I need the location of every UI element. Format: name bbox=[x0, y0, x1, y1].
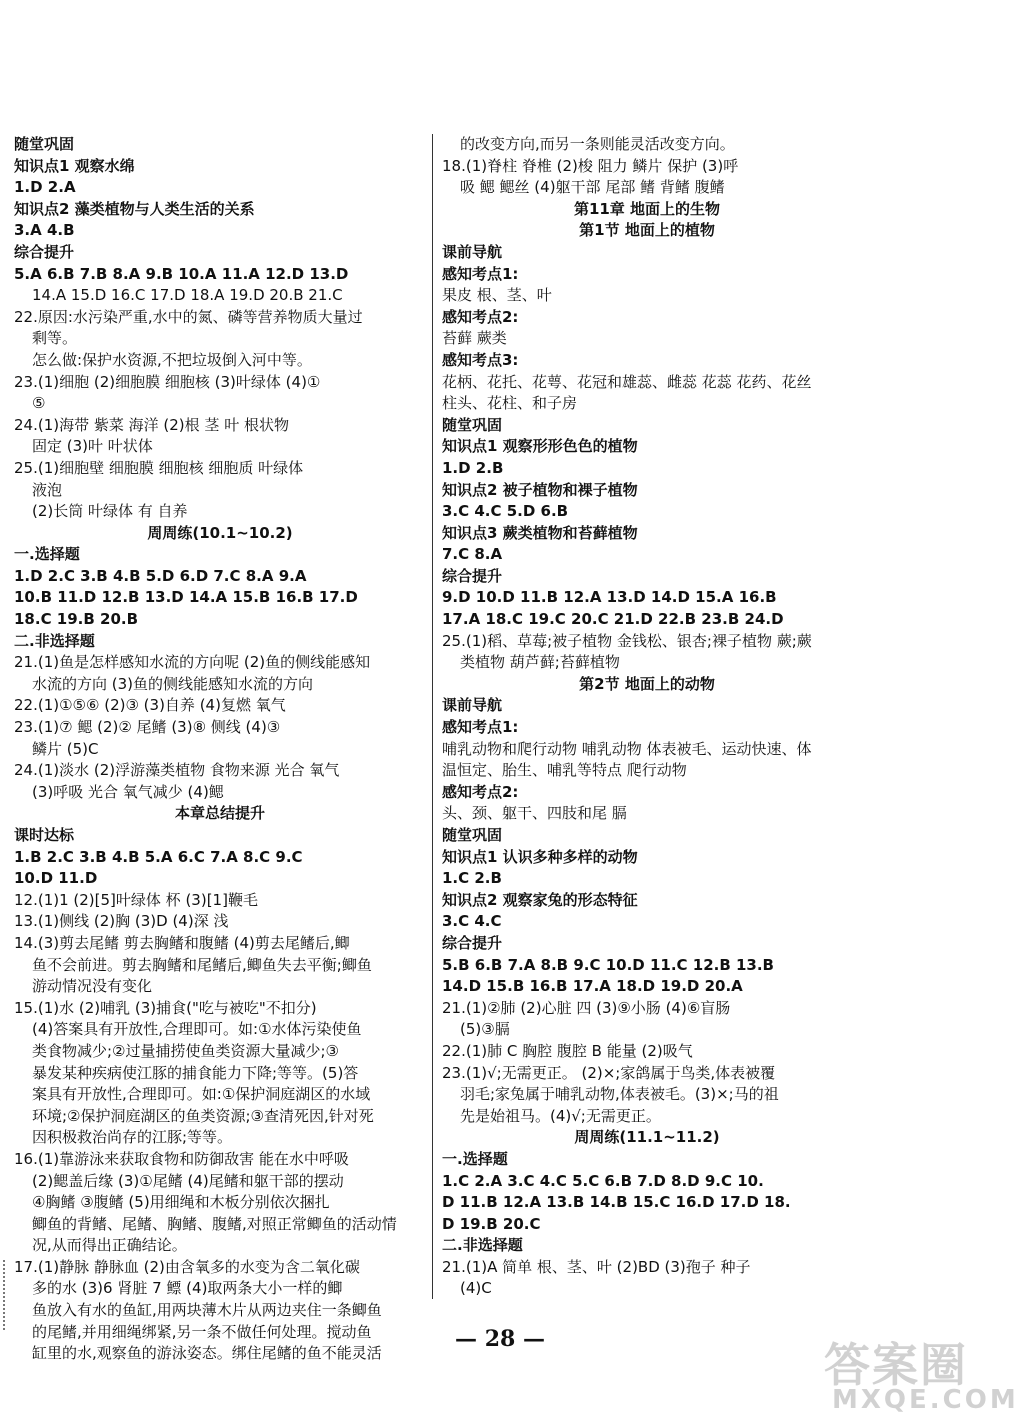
answer-line: 一.选择题 bbox=[442, 1149, 508, 1168]
answer-line: 先是始祖马。(4)√;无需更正。 bbox=[460, 1106, 661, 1125]
answer-line: 10.B 11.D 12.B 13.D 14.A 15.B 16.B 17.D bbox=[14, 588, 358, 607]
answer-line: 的改变方向,而另一条则能灵活改变方向。 bbox=[460, 135, 735, 153]
answer-line: 周周练(11.1~11.2) bbox=[574, 1128, 720, 1147]
answer-line: 3.A 4.B bbox=[14, 221, 75, 240]
watermark-logo bbox=[824, 1329, 1019, 1419]
answer-line: 23.(1)√;无需更正。 (2)×;家鸽属于鸟类,体表被覆 bbox=[442, 1063, 776, 1082]
answer-line: 固定 (3)叶 叶状体 bbox=[32, 437, 153, 456]
answer-line: 本章总结提升 bbox=[174, 804, 265, 823]
answer-line: 1.D 2.A bbox=[14, 178, 76, 197]
answer-line: 类植物 葫芦藓;苔藓植物 bbox=[460, 653, 620, 672]
answer-line: 25.(1)稻、草莓;被子植物 金钱松、银杏;裸子植物 蕨;蕨 bbox=[442, 631, 812, 650]
answer-line: 综合提升 bbox=[14, 242, 75, 261]
answer-line: 21.(1)鱼是怎样感知水流的方向呢 (2)鱼的侧线能感知 bbox=[14, 653, 371, 672]
answer-line: 第1节 地面上的植物 bbox=[579, 221, 715, 240]
answer-line: 知识点1 观察形形色色的植物 bbox=[442, 437, 638, 456]
answer-line: 花柄、花托、花萼、花冠和雄蕊、雌蕊 花蕊 花药、花丝 bbox=[442, 372, 812, 391]
answer-line: 缸里的水,观察鱼的游泳姿态。绑住尾鳍的鱼不能灵活 bbox=[32, 1344, 382, 1363]
answer-line: 1.C 2.A 3.C 4.C 5.C 6.B 7.D 8.D 9.C 10. bbox=[442, 1171, 764, 1190]
answer-line: 水流的方向 (3)鱼的侧线能感知水流的方向 bbox=[32, 674, 314, 693]
answer-line: 18.(1)脊柱 脊椎 (2)梭 阻力 鳞片 保护 (3)呼 bbox=[442, 156, 739, 175]
answer-line: D 19.B 20.C bbox=[442, 1214, 541, 1233]
watermark-bottom-text: MXQE.COM bbox=[832, 1385, 1019, 1415]
answer-line: 多的水 (3)6 肾脏 7 鳔 (4)取两条大小一样的鲫 bbox=[32, 1279, 343, 1298]
column-divider bbox=[432, 134, 433, 1299]
answer-line: 类食物减少;②过量捕捞使鱼类资源大量减少;③ bbox=[32, 1041, 340, 1060]
answer-line: 况,从而得出正确结论。 bbox=[32, 1236, 187, 1255]
answer-line: 鱼不会前进。剪去胸鳍和尾鳍后,鲫鱼失去平衡;鲫鱼 bbox=[32, 955, 372, 974]
answer-line: 1.D 2.B bbox=[442, 458, 504, 477]
answer-line: 知识点2 被子植物和裸子植物 bbox=[442, 480, 638, 499]
answer-line: 感知考点2: bbox=[442, 782, 519, 801]
answer-line: 9.D 10.D 11.B 12.A 13.D 14.D 15.A 16.B bbox=[442, 588, 777, 607]
answer-line: 周周练(10.1~10.2) bbox=[147, 523, 293, 542]
answer-line: 哺乳动物和爬行动物 哺乳动物 体表被毛、运动快速、体 bbox=[442, 739, 812, 758]
answer-line: 头、颈、躯干、四肢和尾 膈 bbox=[442, 804, 627, 823]
answer-line: 17.A 18.C 19.C 20.C 21.D 22.B 23.B 24.D bbox=[442, 610, 784, 629]
answer-line: 14.D 15.B 16.B 17.A 18.D 19.D 20.A bbox=[442, 977, 743, 996]
answer-line: 知识点2 观察家兔的形态特征 bbox=[442, 890, 638, 909]
watermark-top-text: 答案圈 bbox=[824, 1338, 968, 1392]
answer-line: 知识点1 观察水绵 bbox=[14, 156, 135, 175]
answer-line: 15.(1)水 (2)哺乳 (3)捕食("吃与被吃"不扣分) bbox=[14, 998, 317, 1017]
answer-line: 第11章 地面上的生物 bbox=[573, 199, 721, 218]
answer-line: 17.(1)静脉 静脉血 (2)由含氧多的水变为含二氧化碳 bbox=[14, 1257, 360, 1276]
answer-line: 5.B 6.B 7.A 8.B 9.C 10.D 11.C 12.B 13.B bbox=[442, 955, 774, 974]
answer-line: (2)长筒 叶绿体 有 自养 bbox=[32, 502, 188, 521]
answer-line: 10.D 11.D bbox=[14, 869, 98, 888]
answer-line: 剩等。 bbox=[32, 329, 78, 348]
answer-line: 综合提升 bbox=[442, 933, 503, 952]
answer-line: 果皮 根、茎、叶 bbox=[442, 286, 552, 305]
answer-line: 21.(1)A 简单 根、茎、叶 (2)BD (3)孢子 种子 bbox=[442, 1257, 751, 1276]
binding-cut-line bbox=[3, 1260, 5, 1330]
answer-line: 12.(1)1 (2)[5]叶绿体 杯 (3)[1]鞭毛 bbox=[14, 890, 258, 909]
answer-line: 案具有开放性,合理即可。如:①保护洞庭湖区的水域 bbox=[32, 1085, 371, 1104]
answer-line: 感知考点1: bbox=[442, 718, 519, 737]
answer-line: 鳞片 (5)C bbox=[32, 739, 99, 758]
answer-line: (5)③膈 bbox=[460, 1020, 510, 1039]
answer-line: 3.C 4.C 5.D 6.B bbox=[442, 502, 569, 521]
answer-line: 二.非选择题 bbox=[442, 1236, 523, 1255]
answer-line: ④胸鳍 ③腹鳍 (5)用细绳和木板分别依次捆扎 bbox=[32, 1193, 330, 1212]
answer-line: 22.(1)肺 C 胸腔 腹腔 B 能量 (2)吸气 bbox=[442, 1041, 693, 1060]
answer-line: 感知考点1: bbox=[442, 264, 519, 283]
answer-line: ⑤ bbox=[32, 394, 46, 413]
answer-line: 因积极救治尚存的江豚;等等。 bbox=[32, 1128, 233, 1147]
answer-line: 综合提升 bbox=[442, 566, 503, 585]
answer-line: 温恒定、胎生、哺乳等特点 爬行动物 bbox=[442, 761, 687, 780]
answer-line: 柱头、花柱、和子房 bbox=[442, 394, 578, 413]
answer-line: 14.A 15.D 16.C 17.D 18.A 19.D 20.B 21.C bbox=[32, 286, 343, 305]
answer-line: 16.(1)靠游泳来获取食物和防御敌害 能在水中呼吸 bbox=[14, 1149, 349, 1168]
right-column bbox=[442, 134, 852, 1300]
answer-line: 课前导航 bbox=[442, 242, 503, 261]
answer-line: 随堂巩固 bbox=[442, 826, 503, 844]
answer-line: 感知考点3: bbox=[442, 350, 519, 369]
answer-line: 24.(1)海带 紫菜 海洋 (2)根 茎 叶 根状物 bbox=[14, 415, 289, 434]
answer-line: 吸 鳃 鳃丝 (4)躯干部 尾部 鳍 背鳍 腹鳍 bbox=[460, 178, 725, 197]
answer-line: 随堂巩固 bbox=[14, 135, 75, 153]
answer-line: 14.(3)剪去尾鳍 剪去胸鳍和腹鳍 (4)剪去尾鳍后,鲫 bbox=[14, 933, 350, 952]
answer-line: 一.选择题 bbox=[14, 545, 80, 564]
answer-line: D 11.B 12.A 13.B 14.B 15.C 16.D 17.D 18. bbox=[442, 1193, 791, 1212]
answer-line: 二.非选择题 bbox=[14, 631, 95, 650]
answer-line: 22.(1)①⑤⑥ (2)③ (3)自养 (4)复燃 氧气 bbox=[14, 696, 286, 715]
answer-line: 苔藓 蕨类 bbox=[442, 329, 507, 348]
answer-line: 液泡 bbox=[32, 480, 63, 499]
answer-line: 第2节 地面上的动物 bbox=[579, 674, 715, 693]
answer-line: 1.B 2.C 3.B 4.B 5.A 6.C 7.A 8.C 9.C bbox=[14, 847, 303, 866]
answer-line: (4)答案具有开放性,合理即可。如:①水体污染使鱼 bbox=[32, 1020, 362, 1039]
answer-line: 鱼放入有水的鱼缸,用两块薄木片从两边夹住一条鲫鱼 bbox=[32, 1301, 382, 1320]
answer-line: 23.(1)⑦ 鳃 (2)② 尾鳍 (3)⑧ 侧线 (4)③ bbox=[14, 718, 281, 737]
answer-line: 21.(1)②肺 (2)心脏 四 (3)⑨小肠 (4)⑥盲肠 bbox=[442, 998, 731, 1017]
answer-line: (3)呼吸 光合 氧气减少 (4)鳃 bbox=[32, 782, 224, 801]
answer-line: 3.C 4.C bbox=[442, 912, 502, 931]
answer-line: 1.D 2.C 3.B 4.B 5.D 6.D 7.C 8.A 9.A bbox=[14, 566, 307, 585]
answer-line: 暴发某种疾病使江豚的捕食能力下降;等等。(5)答 bbox=[32, 1063, 359, 1082]
answer-line: 7.C 8.A bbox=[442, 545, 503, 564]
answer-line: 感知考点2: bbox=[442, 307, 519, 326]
answer-line: 随堂巩固 bbox=[442, 415, 503, 434]
answer-line: 鲫鱼的背鳍、尾鳍、胸鳍、腹鳍,对照正常鲫鱼的活动情 bbox=[32, 1214, 397, 1233]
answer-line: 24.(1)淡水 (2)浮游藻类植物 食物来源 光合 氧气 bbox=[14, 761, 340, 780]
answer-line: 25.(1)细胞壁 细胞膜 细胞核 细胞质 叶绿体 bbox=[14, 458, 304, 477]
answer-line: (2)鳃盖后缘 (3)①尾鳍 (4)尾鳍和躯干部的摆动 bbox=[32, 1171, 344, 1190]
answer-line: 13.(1)侧线 (2)胸 (3)D (4)深 浅 bbox=[14, 912, 229, 931]
answer-line: 的尾鳍,并用细绳绑紧,另一条不做任何处理。搅动鱼 bbox=[32, 1322, 372, 1341]
answer-line: 游动情况没有变化 bbox=[32, 977, 153, 996]
answer-line: 课前导航 bbox=[442, 696, 503, 715]
answer-line: 羽毛;家兔属于哺乳动物,体表被毛。(3)×;马的祖 bbox=[460, 1085, 779, 1104]
answer-line: 怎么做:保护水资源,不把垃圾倒入河中等。 bbox=[32, 350, 312, 369]
answer-line: 18.C 19.B 20.B bbox=[14, 610, 139, 629]
answer-line: (4)C bbox=[460, 1279, 492, 1298]
answer-line: 5.A 6.B 7.B 8.A 9.B 10.A 11.A 12.D 13.D bbox=[14, 264, 349, 283]
answer-line: 1.C 2.B bbox=[442, 869, 502, 888]
answer-line: 环境;②保护洞庭湖区的鱼类资源;③查清死因,针对死 bbox=[32, 1106, 374, 1125]
answer-line: 课时达标 bbox=[14, 826, 75, 844]
answer-line: 23.(1)细胞 (2)细胞膜 细胞核 (3)叶绿体 (4)① bbox=[14, 372, 321, 391]
left-column bbox=[14, 134, 426, 1365]
answer-line: 知识点3 蕨类植物和苔藓植物 bbox=[442, 523, 638, 542]
answer-line: 22.原因:水污染严重,水中的氮、磷等营养物质大量过 bbox=[14, 307, 363, 326]
answer-line: 知识点2 藻类植物与人类生活的关系 bbox=[14, 199, 255, 218]
page-number: — 28 — bbox=[455, 1326, 545, 1352]
answer-line: 知识点1 认识多种多样的动物 bbox=[442, 847, 638, 866]
